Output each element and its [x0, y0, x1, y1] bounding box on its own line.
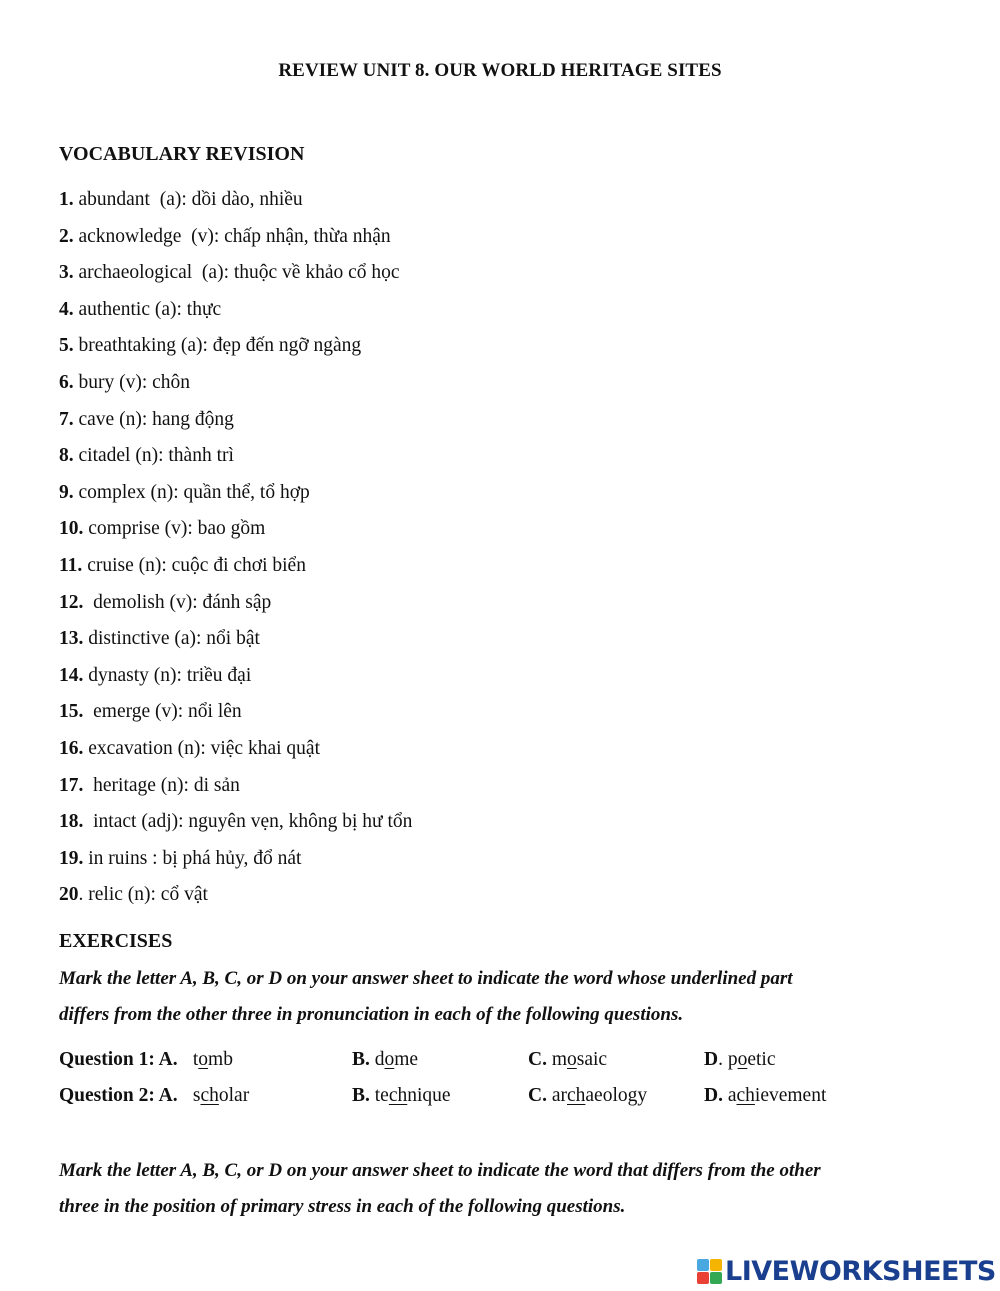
list-item: 2. acknowledge (v): chấp nhận, thừa nhận — [59, 225, 391, 247]
brand-name: LIVEWORKSHEETS — [725, 1255, 996, 1287]
list-item: 14. dynasty (n): triều đại — [59, 664, 252, 686]
option-c[interactable]: C. mosaic — [528, 1049, 608, 1070]
option-b[interactable]: B. dome — [352, 1049, 419, 1070]
option-d[interactable]: D. poetic — [704, 1049, 776, 1070]
exercises-heading: EXERCISES — [59, 930, 173, 952]
list-item: 8. citadel (n): thành trì — [59, 445, 234, 467]
list-item: 9. complex (n): quần thể, tổ hợp — [59, 481, 310, 503]
page-title: REVIEW UNIT 8. OUR WORLD HERITAGE SITES — [278, 60, 722, 81]
question-label: Question 1: A. — [59, 1049, 178, 1070]
list-item: 13. distinctive (a): nổi bật — [59, 628, 260, 650]
list-item: 16. excavation (n): việc khai quật — [59, 737, 320, 759]
question-2 — [59, 1081, 959, 1111]
list-item: 10. comprise (v): bao gồm — [59, 518, 266, 540]
option-c[interactable]: C. archaeology — [528, 1085, 648, 1106]
list-item: 1. abundant (a): dồi dào, nhiều — [59, 189, 303, 210]
vocabulary-heading: VOCABULARY REVISION — [59, 143, 305, 165]
option-b[interactable]: B. technique — [352, 1085, 451, 1106]
list-item: 6. bury (v): chôn — [59, 371, 191, 393]
liveworksheets-logo-icon — [697, 1259, 722, 1284]
option-d[interactable]: D. achievement — [704, 1085, 827, 1106]
list-item: 15. emerge (v): nổi lên — [59, 701, 242, 723]
vocabulary-list — [59, 186, 412, 918]
pronunciation-instruction: Mark the letter A, B, C, or D on your answer sheet to indicate the word whose underlined part differs from the other three in pronunciation in each of the following questions. — [59, 968, 793, 1025]
question-label: Question 2: A. — [59, 1085, 178, 1106]
option-a[interactable]: scholar — [188, 1085, 250, 1106]
list-item: 17. heritage (n): di sản — [59, 774, 240, 796]
list-item: 4. authentic (a): thực — [59, 298, 222, 320]
list-item: 12. demolish (v): đánh sập — [59, 591, 272, 613]
list-item: 3. archaeological (a): thuộc về khảo cổ học — [59, 262, 400, 284]
question-1 — [59, 1045, 959, 1075]
stress-instruction: Mark the letter A, B, C, or D on your answer sheet to indicate the word that differs from the other three in the position of primary stress in each of the following questions. — [59, 1160, 821, 1217]
list-item: 11. cruise (n): cuộc đi chơi biển — [59, 554, 306, 576]
list-item: 5. breathtaking (a): đẹp đến ngỡ ngàng — [59, 335, 362, 357]
list-item: 7. cave (n): hang động — [59, 408, 234, 430]
option-a[interactable]: tomb — [188, 1049, 233, 1070]
list-item: 20. relic (n): cổ vật — [59, 884, 208, 906]
liveworksheets-logo[interactable] — [697, 1256, 996, 1286]
list-item: 18. intact (adj): nguyên vẹn, không bị hư tổn — [59, 811, 413, 833]
list-item: 19. in ruins : bị phá hủy, đổ nát — [59, 847, 302, 869]
